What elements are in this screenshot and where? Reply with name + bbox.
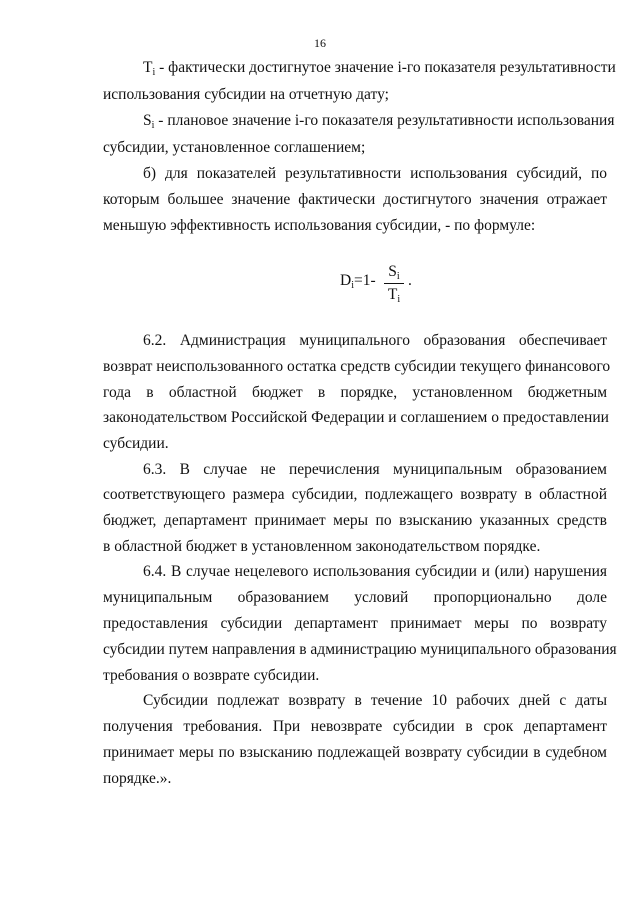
symbol-s: S — [143, 112, 152, 129]
formula-denominator-letter: T — [387, 286, 398, 303]
formula-lhs-letter: D — [340, 272, 352, 289]
paragraph-final-line: получения требования. При невозврате субсидии в срок департамент — [103, 718, 607, 735]
formula-equals: =1- — [353, 272, 376, 289]
formula-denominator-subscript: i — [397, 294, 401, 305]
formula-end: . — [408, 272, 412, 289]
paragraph-b-line: б) для показателей результативности использования субсидий, по — [143, 165, 607, 182]
formula-numerator-letter: S — [388, 263, 397, 280]
paragraph-6-2-line: года в областной бюджет в порядке, установленном бюджетным — [103, 384, 607, 401]
paragraph-final-line: Субсидии подлежат возврату в течение 10 рабочих дней с даты — [143, 692, 607, 709]
paragraph-b-line: которым большее значение фактически достигнутого значения отражает — [103, 191, 607, 208]
formula-denominator — [384, 285, 404, 305]
formula-numerator — [384, 262, 404, 282]
paragraph-b-line: меньшую эффективность использования субсидии, - по формуле: — [103, 217, 536, 234]
definition-s-text: - плановое значение i-го показателя результативности использования — [158, 112, 615, 129]
definition-t-line — [143, 58, 616, 80]
paragraph-6-4-line: субсидии путем направления в администрацию муниципального образования — [103, 641, 617, 658]
symbol-s-subscript: i — [151, 120, 155, 131]
paragraph-6-3-line: бюджет, департамент принимает меры по взысканию указанных средств — [103, 512, 607, 529]
definition-t-continuation: использования субсидии на отчетную дату; — [103, 86, 389, 103]
fraction-bar — [384, 283, 404, 284]
paragraph-6-4-line: требования о возврате субсидии. — [103, 667, 320, 684]
page-number: 16 — [314, 36, 326, 50]
paragraph-6-3-line: 6.3. В случае не перечисления муниципальным образованием — [143, 461, 607, 478]
definition-s-line — [143, 111, 615, 133]
definition-t-text: - фактически достигнутое значение i-го показателя результативности — [159, 59, 616, 76]
paragraph-6-3-line: соответствующего размера субсидии, подлежащего возврату в областной — [103, 486, 607, 503]
paragraph-6-2-line: субсидии. — [103, 435, 169, 452]
paragraph-6-2-line: возврат неиспользованного остатка средств субсидии текущего финансового — [103, 358, 611, 375]
formula-lhs — [340, 272, 376, 290]
paragraph-final-line: порядке.». — [103, 770, 172, 787]
formula-fraction — [384, 262, 404, 305]
symbol-t: T — [143, 59, 153, 76]
paragraph-6-4-line: предоставления субсидии департамент принимает меры по возврату — [103, 615, 607, 632]
paragraph-6-4-line: 6.4. В случае нецелевого использования субсидии и (или) нарушения — [143, 563, 607, 580]
paragraph-6-2-line: 6.2. Администрация муниципального образования обеспечивает — [143, 332, 607, 349]
definition-s-continuation: субсидии, установленное соглашением; — [103, 139, 366, 156]
paragraph-6-4-line: муниципальным образованием условий пропорционально доле — [103, 589, 607, 606]
paragraph-6-3-line: в областной бюджет в установленном законодательством порядке. — [103, 538, 541, 555]
paragraph-final-line: принимает меры по взысканию подлежащей возврату субсидии в судебном — [103, 744, 607, 761]
paragraph-6-2-line: законодательством Российской Федерации и соглашением о предоставлении — [103, 409, 609, 426]
formula-numerator-subscript: i — [396, 271, 400, 282]
formula-lhs-subscript: i — [351, 280, 354, 291]
symbol-t-subscript: i — [152, 67, 156, 78]
